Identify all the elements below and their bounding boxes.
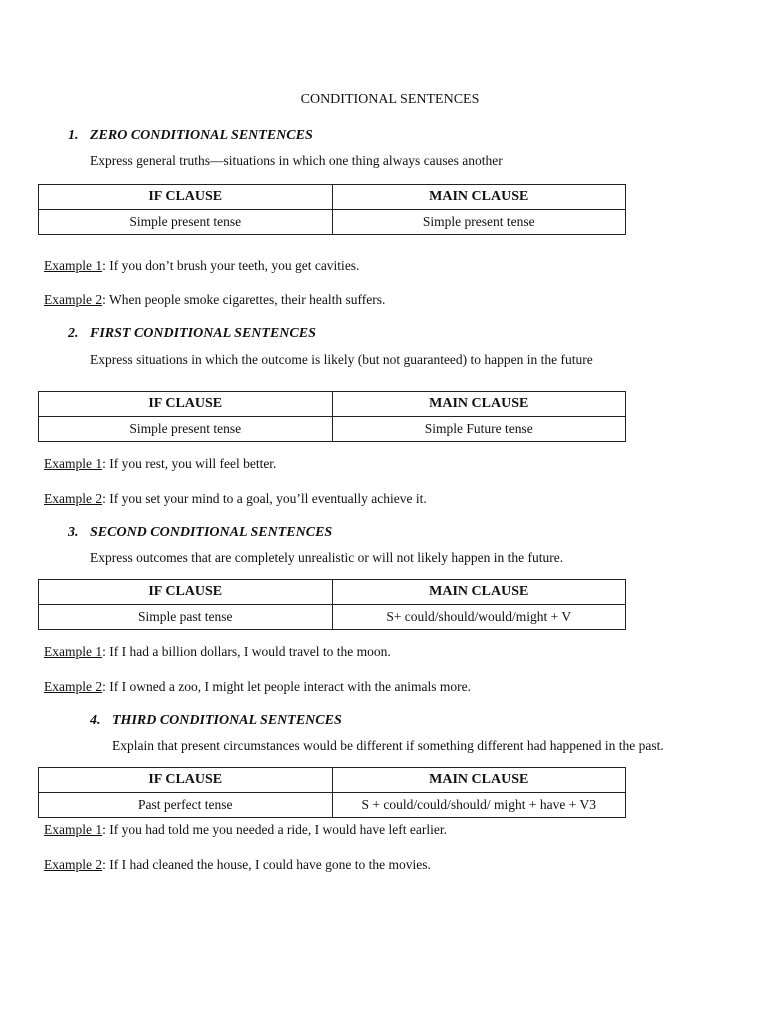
example-text: : If you rest, you will feel better. (102, 456, 277, 471)
section-heading-text: SECOND CONDITIONAL SENTENCES (90, 525, 333, 540)
main-clause-header: MAIN CLAUSE (332, 392, 626, 417)
example-text: : If you don’t brush your teeth, you get cavities. (102, 258, 360, 273)
main-clause-header: MAIN CLAUSE (332, 768, 626, 793)
if-clause-cell: Simple past tense (39, 605, 333, 630)
section-heading-text: ZERO CONDITIONAL SENTENCES (90, 128, 313, 143)
if-clause-header: IF CLAUSE (39, 580, 333, 605)
example-label: Example 2 (44, 292, 103, 307)
example-label: Example 2 (44, 491, 103, 506)
main-clause-cell: Simple present tense (332, 210, 626, 235)
example-1 (44, 644, 391, 660)
conditional-table (38, 391, 626, 442)
section-heading-second-conditional (68, 525, 332, 541)
section-description: Express general truths—situations in which one thing always causes another (90, 153, 503, 168)
section-heading-third-conditional (90, 713, 342, 729)
conditional-table (38, 579, 626, 630)
example-2 (44, 857, 431, 873)
if-clause-cell: Simple present tense (39, 210, 333, 235)
section-description: Express situations in which the outcome is likely (but not guaranteed) to happen in the future (90, 352, 593, 367)
table-header-row (39, 392, 626, 417)
section-description: Express outcomes that are completely unrealistic or will not likely happen in the future. (90, 550, 564, 565)
if-clause-header: IF CLAUSE (39, 392, 333, 417)
conditional-table (38, 184, 626, 235)
table-header-row (39, 768, 626, 793)
example-text: : If I owned a zoo, I might let people interact with the animals more. (102, 679, 471, 694)
table-header-row (39, 580, 626, 605)
example-1 (44, 456, 276, 472)
example-label: Example 2 (44, 679, 103, 694)
section-number: 3. (68, 525, 79, 540)
example-text: : If you had told me you needed a ride, I would have left earlier. (102, 822, 447, 837)
example-text: : If you set your mind to a goal, you’ll eventually achieve it. (102, 491, 427, 506)
section-heading-first-conditional (68, 326, 316, 342)
main-clause-cell: S+ could/should/would/might + V (332, 605, 626, 630)
section-heading-zero-conditional (68, 128, 313, 144)
example-text: : If I had a billion dollars, I would travel to the moon. (102, 644, 391, 659)
section-number: 1. (68, 128, 79, 143)
example-2 (44, 679, 471, 695)
section-heading-text: FIRST CONDITIONAL SENTENCES (90, 326, 316, 341)
table-row (39, 605, 626, 630)
example-1 (44, 822, 447, 838)
table-row (39, 793, 626, 818)
example-text: : When people smoke cigarettes, their health suffers. (102, 292, 386, 307)
example-label: Example 1 (44, 822, 103, 837)
example-label: Example 1 (44, 644, 103, 659)
main-clause-header: MAIN CLAUSE (332, 580, 626, 605)
section-number: 2. (68, 326, 79, 341)
if-clause-header: IF CLAUSE (39, 768, 333, 793)
document-title: CONDITIONAL SENTENCES (300, 92, 480, 107)
example-2 (44, 292, 385, 308)
if-clause-cell: Simple present tense (39, 417, 333, 442)
example-2 (44, 491, 427, 507)
if-clause-cell: Past perfect tense (39, 793, 333, 818)
table-row (39, 417, 626, 442)
main-clause-cell: Simple Future tense (332, 417, 626, 442)
main-clause-header: MAIN CLAUSE (332, 185, 626, 210)
example-1 (44, 258, 359, 274)
example-label: Example 2 (44, 857, 103, 872)
main-clause-cell: S + could/could/should/ might + have + V3 (332, 793, 626, 818)
if-clause-header: IF CLAUSE (39, 185, 333, 210)
table-row (39, 210, 626, 235)
conditional-table (38, 767, 626, 818)
table-header-row (39, 185, 626, 210)
example-text: : If I had cleaned the house, I could have gone to the movies. (102, 857, 431, 872)
example-label: Example 1 (44, 258, 103, 273)
section-number: 4. (90, 713, 101, 728)
section-heading-text: THIRD CONDITIONAL SENTENCES (112, 713, 342, 728)
section-description: Explain that present circumstances would be different if something different had happened in the past. (112, 738, 664, 753)
example-label: Example 1 (44, 456, 103, 471)
